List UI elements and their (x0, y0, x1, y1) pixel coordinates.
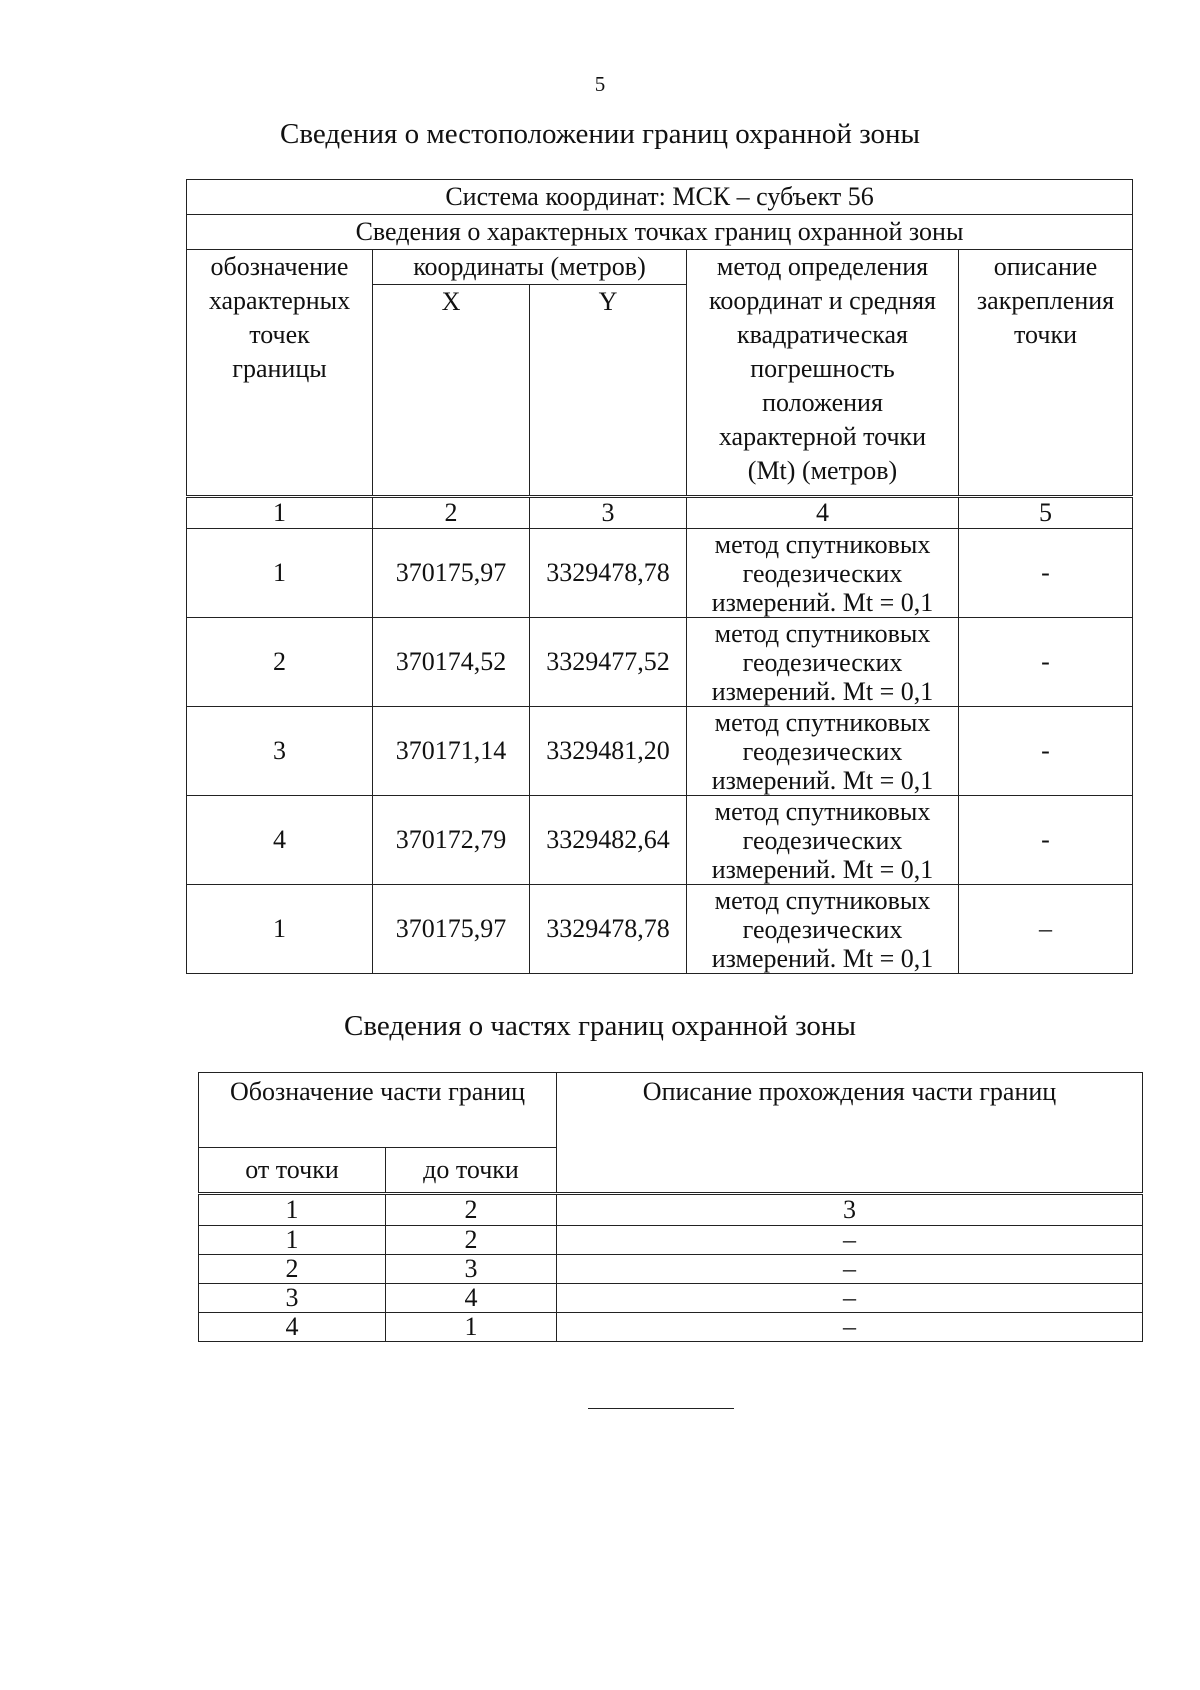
table-row (187, 529, 1133, 618)
col-header-part-designation: Обозначение части границ (199, 1073, 557, 1148)
col-number: 5 (959, 497, 1133, 529)
col-header-coordinates: координаты (метров) (373, 250, 687, 285)
col-header-x: X (373, 285, 530, 497)
coord-y: 3329482,64 (530, 796, 687, 885)
coord-x: 370174,52 (373, 618, 530, 707)
table-row (199, 1284, 1143, 1313)
col-header-description: описание закрепления точки (959, 250, 1133, 497)
coord-y: 3329478,78 (530, 885, 687, 974)
to-point: 3 (386, 1255, 557, 1284)
method-cell: метод спутниковых геодезических измерений. Mt = 0,1 (687, 529, 959, 618)
method-cell: метод спутниковых геодезических измерений. Mt = 0,1 (687, 707, 959, 796)
boundary-parts-table (198, 1072, 1143, 1342)
table-row (199, 1255, 1143, 1284)
fixation-description: - (959, 796, 1133, 885)
to-point: 1 (386, 1313, 557, 1342)
col-number: 1 (199, 1194, 386, 1226)
table-row (187, 796, 1133, 885)
point-designation: 2 (187, 618, 373, 707)
table-row (187, 707, 1133, 796)
from-point: 2 (199, 1255, 386, 1284)
coord-y: 3329477,52 (530, 618, 687, 707)
method-cell: метод спутниковых геодезических измерений. Mt = 0,1 (687, 618, 959, 707)
coordinate-system-header: Система координат: МСК – субъект 56 (187, 180, 1133, 215)
col-header-to-point: до точки (386, 1148, 557, 1194)
points-info-header: Сведения о характерных точках границ охранной зоны (187, 215, 1133, 250)
part-description: – (557, 1313, 1143, 1342)
coord-y: 3329478,78 (530, 529, 687, 618)
method-cell: метод спутниковых геодезических измерений. Mt = 0,1 (687, 796, 959, 885)
table-row (199, 1226, 1143, 1255)
point-designation: 3 (187, 707, 373, 796)
coord-x: 370175,97 (373, 885, 530, 974)
coord-y: 3329481,20 (530, 707, 687, 796)
col-header-y: Y (530, 285, 687, 497)
fixation-description: - (959, 618, 1133, 707)
point-designation: 4 (187, 796, 373, 885)
col-number: 2 (386, 1194, 557, 1226)
col-number: 3 (530, 497, 687, 529)
from-point: 4 (199, 1313, 386, 1342)
table-row (187, 618, 1133, 707)
section-title-boundary-parts: Сведения о частях границ охранной зоны (344, 1010, 856, 1042)
part-description: – (557, 1284, 1143, 1313)
coord-x: 370175,97 (373, 529, 530, 618)
from-point: 1 (199, 1226, 386, 1255)
footer-divider-line (588, 1408, 734, 1409)
to-point: 2 (386, 1226, 557, 1255)
coord-x: 370171,14 (373, 707, 530, 796)
col-header-designation: обозначение характерных точек границы (187, 250, 373, 497)
fixation-description: - (959, 529, 1133, 618)
col-number: 3 (557, 1194, 1143, 1226)
method-cell: метод спутниковых геодезических измерений. Mt = 0,1 (687, 885, 959, 974)
point-designation: 1 (187, 885, 373, 974)
col-number: 2 (373, 497, 530, 529)
from-point: 3 (199, 1284, 386, 1313)
col-number: 1 (187, 497, 373, 529)
table-row (199, 1313, 1143, 1342)
to-point: 4 (386, 1284, 557, 1313)
part-description: – (557, 1255, 1143, 1284)
section-title-boundary-location: Сведения о местоположении границ охранной зоны (279, 118, 920, 150)
fixation-description: – (959, 885, 1133, 974)
point-designation: 1 (187, 529, 373, 618)
col-header-method: метод определения координат и средняя квадратическая погрешность положения характерной точки (Mt) (метров) (687, 250, 959, 497)
boundary-points-table (186, 179, 1133, 974)
page-number: 5 (594, 72, 606, 96)
fixation-description: - (959, 707, 1133, 796)
col-header-from-point: от точки (199, 1148, 386, 1194)
col-number: 4 (687, 497, 959, 529)
table-row (187, 885, 1133, 974)
coord-x: 370172,79 (373, 796, 530, 885)
part-description: – (557, 1226, 1143, 1255)
col-header-part-description: Описание прохождения части границ (557, 1073, 1143, 1194)
